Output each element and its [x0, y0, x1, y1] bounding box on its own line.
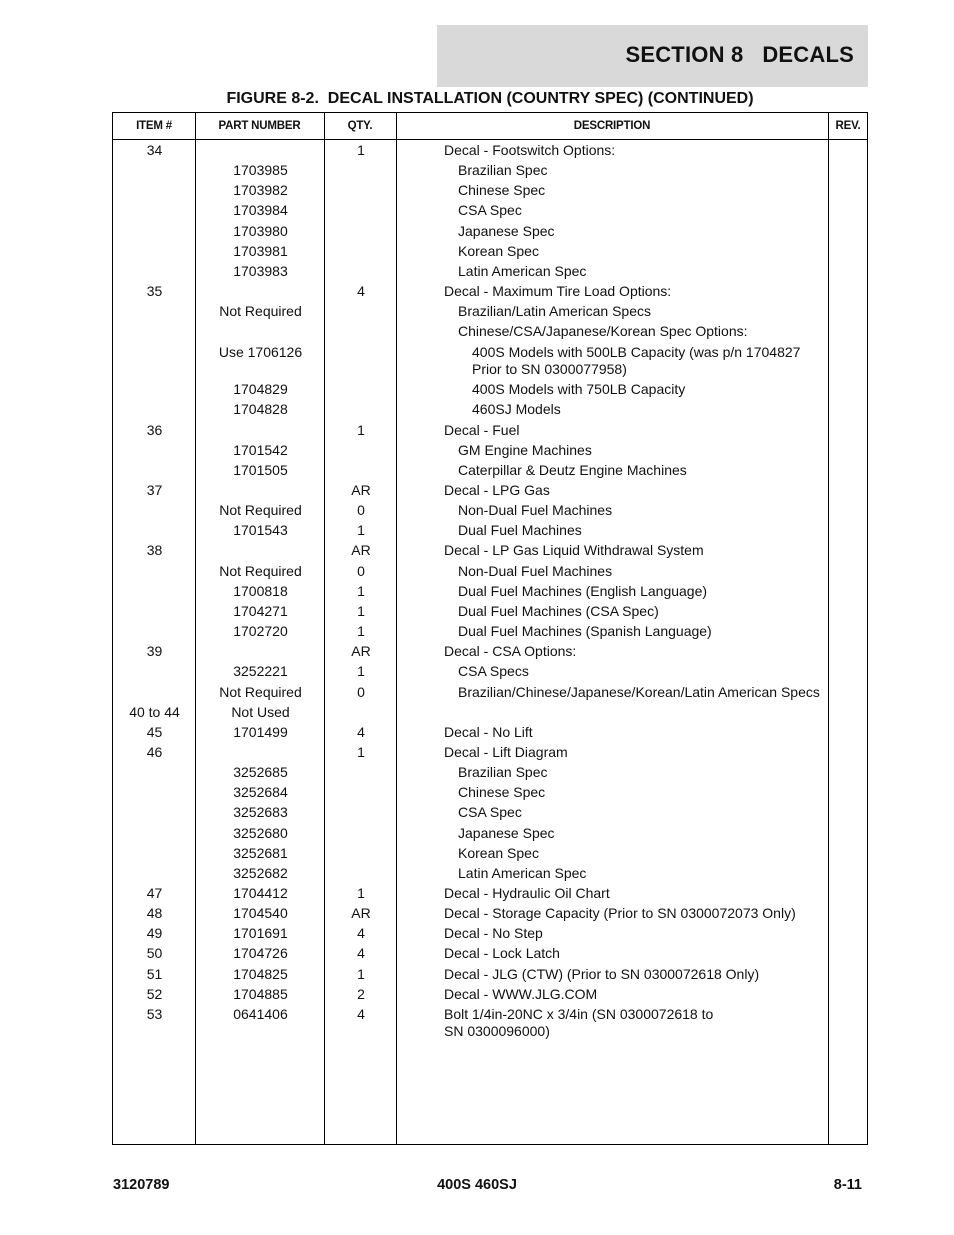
description-line: 400S Models with 750LB Capacity [472, 381, 686, 398]
table-row [113, 663, 867, 683]
description-line: GM Engine Machines [458, 441, 592, 458]
description-line: CSA Spec [458, 804, 522, 821]
table-row [113, 563, 867, 583]
figure-title: FIGURE 8-2. DECAL INSTALLATION (COUNTRY SPEC) (CONTINUED) [226, 90, 754, 107]
description-line: Decal - Maximum Tire Load Options: [444, 283, 672, 300]
part-number: 1701543 [233, 522, 288, 539]
part-number: 1701542 [233, 441, 288, 458]
description-line: Brazilian Spec [458, 764, 548, 781]
description-line: Decal - Fuel [444, 421, 520, 438]
description [444, 243, 853, 260]
description [444, 845, 853, 862]
description-line: Dual Fuel Machines (English Language) [458, 582, 708, 599]
description [444, 804, 853, 821]
quantity: 1 [357, 582, 365, 599]
description-line: Non-Dual Fuel Machines [458, 562, 613, 579]
table-row [113, 966, 867, 986]
part-number: 1701505 [233, 461, 288, 478]
table-row [113, 482, 867, 502]
description-line: Chinese/CSA/Japanese/Korean Spec Options: [458, 323, 748, 340]
description [444, 502, 853, 519]
description [444, 401, 867, 418]
table-row [113, 764, 867, 784]
part-number: 1703983 [233, 262, 288, 279]
description-line: Decal - LPG Gas [444, 482, 550, 498]
footer-model: 400S 460SJ [437, 1177, 517, 1193]
description-line: CSA Specs [458, 663, 529, 680]
description [444, 263, 853, 280]
part-number: 1703981 [233, 242, 288, 259]
section-title: SECTION 8 DECALS [625, 42, 854, 67]
item-number: 50 [146, 945, 163, 962]
table-row [113, 202, 867, 222]
table-row [113, 283, 867, 303]
part-number: 3252221 [233, 663, 288, 680]
part-number: 1703985 [233, 162, 288, 179]
table-row [113, 542, 867, 562]
part-number: 1704885 [233, 985, 288, 1002]
item-number: 49 [146, 925, 163, 942]
quantity: 1 [357, 885, 365, 901]
description-line: Decal - Hydraulic Oil Chart [444, 885, 610, 901]
part-number: 1704540 [233, 905, 288, 922]
quantity: 1 [357, 522, 365, 539]
item-number: 48 [146, 905, 163, 922]
description-line: Non-Dual Fuel Machines [458, 502, 613, 519]
description [444, 986, 839, 1003]
description [444, 724, 839, 741]
description-line: Latin American Spec [458, 864, 587, 881]
table-row [113, 804, 867, 824]
part-number: 1704726 [233, 945, 288, 962]
part-number: Use 1706126 [218, 343, 303, 360]
table-row [113, 303, 867, 323]
item-number: 46 [146, 743, 163, 760]
description-line: Decal - Storage Capacity (Prior to SN 0300072073 Only) [444, 905, 796, 922]
quantity: 4 [357, 945, 365, 962]
item-number: 34 [146, 142, 163, 158]
item-number: 40 to 44 [129, 703, 180, 720]
table-row [113, 784, 867, 804]
part-number: Not Required [219, 683, 302, 700]
table-row [113, 462, 867, 482]
item-number: 37 [146, 482, 163, 498]
table-row [113, 905, 867, 925]
table-row [113, 986, 867, 1006]
quantity: AR [351, 643, 371, 660]
part-number: 1704412 [233, 885, 288, 901]
parts-table [112, 112, 868, 1145]
description [444, 825, 853, 842]
quantity: 0 [357, 502, 365, 519]
part-number: Not Required [219, 303, 302, 320]
item-number: 39 [146, 643, 163, 660]
description [444, 381, 867, 398]
description [444, 925, 839, 942]
part-number: 0641406 [233, 1005, 288, 1022]
description [444, 442, 853, 459]
table-row [113, 845, 867, 865]
description [444, 885, 839, 902]
table-row [113, 323, 867, 343]
description-line: Japanese Spec [458, 824, 555, 841]
part-number: 3252680 [233, 824, 288, 841]
description-line: Decal - Lock Latch [444, 945, 560, 962]
table-row [113, 945, 867, 965]
part-number: 1703980 [233, 222, 288, 239]
description [444, 744, 839, 761]
description-line: Japanese Spec [458, 222, 555, 239]
part-number: 3252685 [233, 764, 288, 781]
description-line: Decal - JLG (CTW) (Prior to SN 0300072618 Only) [444, 965, 760, 982]
part-number: 1701499 [233, 723, 288, 740]
description [444, 303, 853, 320]
part-number: Not Required [219, 502, 302, 519]
table-row [113, 583, 867, 603]
part-number: 3252683 [233, 804, 288, 821]
description-line: CSA Spec [458, 202, 522, 219]
table-row [113, 925, 867, 945]
description [444, 563, 853, 580]
description-line: Latin American Spec [458, 262, 587, 279]
quantity: 0 [357, 562, 365, 579]
description-line: Korean Spec [458, 844, 539, 861]
description [444, 344, 867, 378]
description [444, 323, 853, 340]
description [444, 542, 839, 559]
description-line: Brazilian/Latin American Specs [458, 303, 651, 320]
table-row [113, 142, 867, 162]
quantity: 1 [357, 743, 365, 760]
description [444, 643, 839, 660]
item-number: 35 [146, 283, 163, 300]
section-header-band [437, 25, 868, 87]
description-line: Decal - Lift Diagram [444, 743, 568, 760]
description-line: Dual Fuel Machines (Spanish Language) [458, 623, 712, 640]
description [444, 462, 853, 479]
quantity: 1 [357, 142, 365, 158]
quantity: 1 [357, 602, 365, 619]
table-row [113, 825, 867, 845]
description [444, 182, 853, 199]
quantity: 1 [357, 421, 365, 438]
description [444, 1006, 839, 1040]
description [444, 162, 853, 179]
part-number: Not Used [231, 703, 290, 720]
description [444, 223, 853, 240]
part-number: 1704829 [233, 381, 288, 398]
description-line: Bolt 1/4in-20NC x 3/4in (SN 0300072618 to [444, 1005, 714, 1022]
description [444, 482, 839, 499]
table-row [113, 522, 867, 542]
description [444, 283, 839, 300]
table-row [113, 744, 867, 764]
description-line: Brazilian Spec [458, 162, 548, 179]
table-row [113, 885, 867, 905]
description-line: 460SJ Models [472, 401, 561, 418]
description [444, 522, 853, 539]
part-number: 1704825 [233, 965, 288, 982]
description [444, 603, 853, 620]
part-number: 1702720 [233, 623, 288, 640]
column-header-rev: REV. [835, 120, 861, 132]
quantity: 0 [357, 683, 365, 700]
description [444, 764, 853, 781]
table-row [113, 182, 867, 202]
quantity: 4 [357, 1005, 365, 1022]
item-number: 52 [146, 985, 163, 1002]
description [444, 905, 839, 922]
description [444, 663, 853, 680]
part-number: 1703982 [233, 182, 288, 199]
description-line: Decal - LP Gas Liquid Withdrawal System [444, 542, 704, 559]
table-row [113, 263, 867, 283]
table-row [113, 442, 867, 462]
description [444, 684, 853, 701]
column-header-qty: QTY. [347, 120, 373, 132]
table-row [113, 704, 867, 724]
item-number: 51 [146, 965, 163, 982]
part-number: 1704828 [233, 401, 288, 418]
description [444, 865, 853, 882]
description-line: Dual Fuel Machines (CSA Spec) [458, 602, 659, 619]
description [444, 422, 839, 439]
item-number: 38 [146, 542, 163, 559]
description-line: 400S Models with 500LB Capacity (was p/n 1704827 [472, 343, 801, 360]
table-row [113, 401, 867, 421]
table-row [113, 243, 867, 263]
column-header-part-number: PART NUMBER [218, 120, 301, 132]
description [444, 142, 839, 159]
part-number: 1703984 [233, 202, 288, 219]
quantity: 1 [357, 965, 365, 982]
footer-doc-number: 3120789 [113, 1177, 170, 1193]
table-row [113, 684, 867, 704]
quantity: 4 [357, 925, 365, 942]
table-row [113, 381, 867, 401]
description-line: Decal - CSA Options: [444, 643, 577, 660]
table-row [113, 1006, 867, 1044]
description-line: Chinese Spec [458, 182, 546, 199]
quantity: 1 [357, 623, 365, 640]
description-line: Korean Spec [458, 242, 539, 259]
quantity: 1 [357, 663, 365, 680]
quantity: AR [351, 905, 371, 922]
table-row [113, 724, 867, 744]
item-number: 53 [146, 1005, 163, 1022]
description-line: Decal - Footswitch Options: [444, 142, 616, 158]
item-number: 45 [146, 723, 163, 740]
description [444, 966, 839, 983]
description-line: Decal - No Lift [444, 723, 533, 740]
quantity: AR [351, 542, 371, 559]
table-row [113, 865, 867, 885]
footer-page-number: 8-11 [833, 1177, 862, 1193]
table-row [113, 422, 867, 442]
table-header [113, 113, 867, 140]
table-row [113, 623, 867, 643]
description [444, 784, 853, 801]
part-number: 3252682 [233, 864, 288, 881]
description-line: Chinese Spec [458, 784, 546, 801]
description-line: Decal - No Step [444, 925, 543, 942]
description [444, 583, 853, 600]
description-line: Caterpillar & Deutz Engine Machines [458, 461, 687, 478]
description [444, 623, 853, 640]
quantity: 4 [357, 283, 365, 300]
part-number: Not Required [219, 562, 302, 579]
table-row [113, 162, 867, 182]
part-number: 1704271 [233, 602, 288, 619]
table-row [113, 502, 867, 522]
quantity: 4 [357, 723, 365, 740]
description-line: Prior to SN 0300077958) [472, 360, 627, 377]
column-header-description: DESCRIPTION [573, 120, 651, 132]
part-number: 1700818 [233, 582, 288, 599]
description-line: Dual Fuel Machines [458, 522, 582, 539]
description-line: Decal - WWW.JLG.COM [444, 985, 598, 1002]
part-number: 3252681 [233, 844, 288, 861]
quantity: AR [351, 482, 371, 498]
description-line: Brazilian/Chinese/Japanese/Korean/Latin American Specs [458, 683, 820, 700]
table-row [113, 344, 867, 382]
table-row [113, 643, 867, 663]
table-row [113, 603, 867, 623]
description [444, 945, 839, 962]
item-number: 36 [146, 421, 163, 438]
quantity: 2 [357, 985, 365, 1002]
part-number: 1701691 [233, 925, 288, 942]
item-number: 47 [146, 885, 163, 901]
part-number: 3252684 [233, 784, 288, 801]
table-row [113, 223, 867, 243]
description [444, 202, 853, 219]
column-header-item: ITEM # [136, 120, 172, 132]
description-line: SN 0300096000) [444, 1022, 550, 1039]
